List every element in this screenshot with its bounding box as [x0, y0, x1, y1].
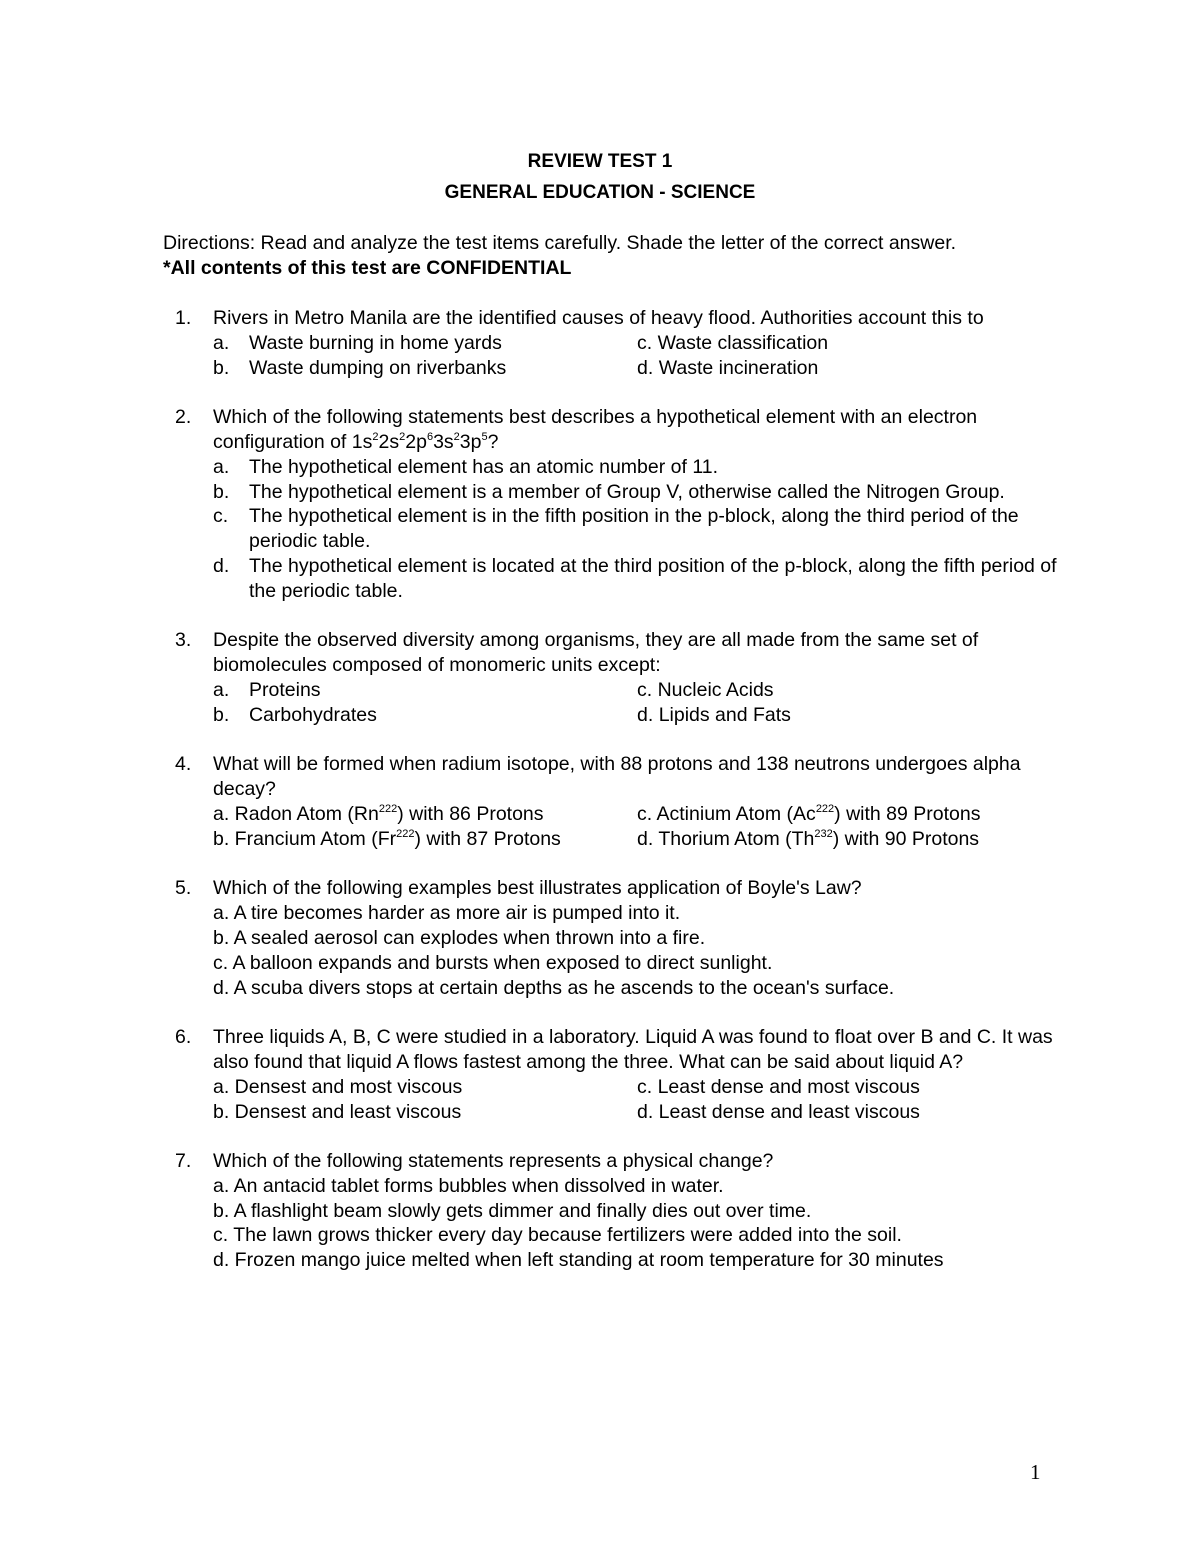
directions-block [163, 231, 956, 281]
option-letter: d. [637, 703, 654, 726]
orbital-electrons: 2 [453, 430, 460, 443]
option-a[interactable]: a. A tire becomes harder as more air is pumped into it. [213, 902, 681, 925]
question-number: 1. [175, 307, 192, 329]
option-text: Lipids and Fats [658, 703, 791, 726]
question-text: Rivers in Metro Manila are the identified causes of heavy flood. Authorities account this to [213, 307, 984, 329]
option-d[interactable]: d. Frozen mango juice melted when left standing at room temperature for 30 minutes [213, 1249, 944, 1272]
question-2 [163, 405, 1063, 603]
question-3 [163, 628, 1063, 727]
page-number: 1 [1030, 1460, 1041, 1484]
option-b[interactable] [213, 827, 637, 852]
option-text: c. Actinium Atom (Ac [637, 802, 816, 825]
option-d[interactable] [637, 356, 1057, 381]
question-text: Three liquids A, B, C were studied in a laboratory. Liquid A was found to float over B and C. It was also found that liquid A flows fastest among the three. What can be said about liquid A? [213, 1026, 1053, 1073]
orbital: 2p [405, 430, 427, 453]
option-text: Carbohydrates [249, 703, 377, 726]
option-text: a. Radon Atom (Rn [213, 802, 379, 825]
option-letter: b. [213, 703, 230, 726]
option-text: Nucleic Acids [657, 678, 774, 701]
option-c[interactable] [213, 504, 1063, 554]
option-d[interactable]: d. A scuba divers stops at certain depths as he ascends to the ocean's surface. [213, 976, 895, 999]
orbital-electrons: 5 [481, 430, 488, 443]
option-text: Proteins [249, 678, 321, 701]
option-grid [213, 1075, 1063, 1125]
option-letter: d. [213, 554, 230, 577]
option-a[interactable] [213, 678, 637, 703]
option-letter: c. [637, 678, 653, 701]
option-list [213, 901, 1063, 1000]
option-text: Waste dumping on riverbanks [249, 356, 507, 379]
option-b[interactable] [213, 356, 637, 381]
orbital-electrons: 2 [399, 430, 406, 443]
question-text: Which of the following examples best illustrates application of Boyle's Law? [213, 877, 862, 900]
question-number: 3. [175, 629, 192, 652]
option-b[interactable]: b. Densest and least viscous [213, 1100, 462, 1123]
question-number: 4. [175, 753, 192, 776]
option-text: The hypothetical element has an atomic number of 11. [249, 455, 718, 478]
question-text [213, 405, 1053, 455]
option-c[interactable] [637, 802, 1057, 827]
question-text: What will be formed when radium isotope, with 88 protons and 138 neutrons undergoes alpha decay? [213, 753, 1021, 801]
orbital: 3p [459, 430, 482, 453]
option-a[interactable] [213, 802, 637, 827]
option-list [213, 1174, 1063, 1273]
option-text: ) with 87 Protons [414, 827, 561, 850]
option-text: The hypothetical element is in the fifth position in the p-block, along the third period of the periodic table. [249, 505, 1019, 553]
option-c[interactable]: c. Least dense and most viscous [637, 1075, 920, 1098]
option-list [213, 455, 1063, 604]
option-text: d. Thorium Atom (Th [637, 827, 815, 850]
question-7 [163, 1149, 1063, 1273]
option-text: ) with 86 Protons [397, 802, 544, 825]
orbital-electrons: 2 [372, 430, 379, 443]
option-letter: a. [213, 678, 230, 701]
option-text: The hypothetical element is located at the third position of the p-block, along the fifth period of the periodic table. [249, 554, 1057, 602]
option-letter: a. [213, 331, 230, 354]
question-list [163, 306, 1063, 1298]
mass-number: 222 [396, 827, 415, 840]
option-grid [213, 331, 1063, 381]
question-number: 5. [175, 877, 192, 900]
question-text-post: ? [487, 430, 499, 453]
orbital: 1s [351, 430, 373, 453]
orbital-electrons: 6 [426, 430, 434, 443]
option-a[interactable] [213, 455, 1063, 480]
directions-text: Directions: Read and analyze the test items carefully. Shade the letter of the correct answer. [163, 232, 957, 254]
option-letter: c. [213, 505, 229, 528]
option-grid [213, 802, 1063, 852]
option-letter: b. [213, 480, 230, 503]
orbital: 2s [378, 430, 400, 453]
option-b[interactable] [213, 480, 1063, 505]
option-b[interactable]: b. A flashlight beam slowly gets dimmer and finally dies out over time. [213, 1199, 812, 1222]
option-b[interactable]: b. A sealed aerosol can explodes when thrown into a fire. [213, 926, 706, 949]
option-text: ) with 89 Protons [834, 802, 981, 825]
electron-configuration [352, 431, 488, 453]
option-grid [213, 678, 1063, 728]
question-text-pre: Which of the following statements best describes a hypothetical element with an electron configuration of [213, 406, 978, 453]
option-a[interactable] [213, 331, 637, 356]
question-6 [163, 1025, 1063, 1124]
option-text: ) with 90 Protons [832, 827, 980, 850]
option-letter: c. [637, 331, 653, 354]
option-text: Waste incineration [658, 356, 819, 379]
document-subtitle: GENERAL EDUCATION - SCIENCE [444, 182, 756, 203]
question-number: 6. [175, 1026, 192, 1049]
option-c[interactable] [637, 678, 1057, 703]
mass-number: 232 [814, 827, 833, 840]
option-a[interactable]: a. Densest and most viscous [213, 1075, 463, 1098]
option-letter: b. [213, 356, 230, 379]
document-title: REVIEW TEST 1 [527, 151, 673, 172]
option-d[interactable] [637, 827, 1057, 852]
confidential-notice: *All contents of this test are CONFIDENTIAL [163, 257, 572, 279]
option-letter: d. [637, 356, 654, 379]
question-4 [163, 752, 1063, 851]
option-b[interactable] [213, 703, 637, 728]
question-number: 2. [175, 406, 192, 429]
orbital: 3s [433, 430, 454, 453]
option-text: The hypothetical element is a member of Group V, otherwise called the Nitrogen Group. [249, 480, 1005, 503]
option-text: Waste burning in home yards [249, 331, 502, 354]
question-1 [163, 306, 1063, 380]
option-c[interactable]: c. A balloon expands and bursts when exposed to direct sunlight. [213, 951, 773, 974]
option-d[interactable] [637, 703, 1057, 728]
question-text: Despite the observed diversity among organisms, they are all made from the same set of biomolecules composed of monomeric units except: [213, 629, 979, 677]
question-number: 7. [175, 1150, 192, 1173]
option-a[interactable]: a. An antacid tablet forms bubbles when dissolved in water. [213, 1174, 724, 1197]
question-5 [163, 876, 1063, 1000]
option-letter: a. [213, 455, 230, 478]
question-text: Which of the following statements represents a physical change? [213, 1150, 774, 1173]
option-d[interactable] [213, 554, 1063, 604]
option-c[interactable] [637, 331, 1057, 356]
option-d[interactable]: d. Least dense and least viscous [637, 1100, 920, 1123]
option-text: b. Francium Atom (Fr [213, 827, 397, 850]
option-text: Waste classification [657, 331, 829, 354]
mass-number: 222 [378, 802, 398, 815]
option-c[interactable]: c. The lawn grows thicker every day because fertilizers were added into the soil. [213, 1224, 902, 1247]
mass-number: 222 [815, 802, 835, 815]
